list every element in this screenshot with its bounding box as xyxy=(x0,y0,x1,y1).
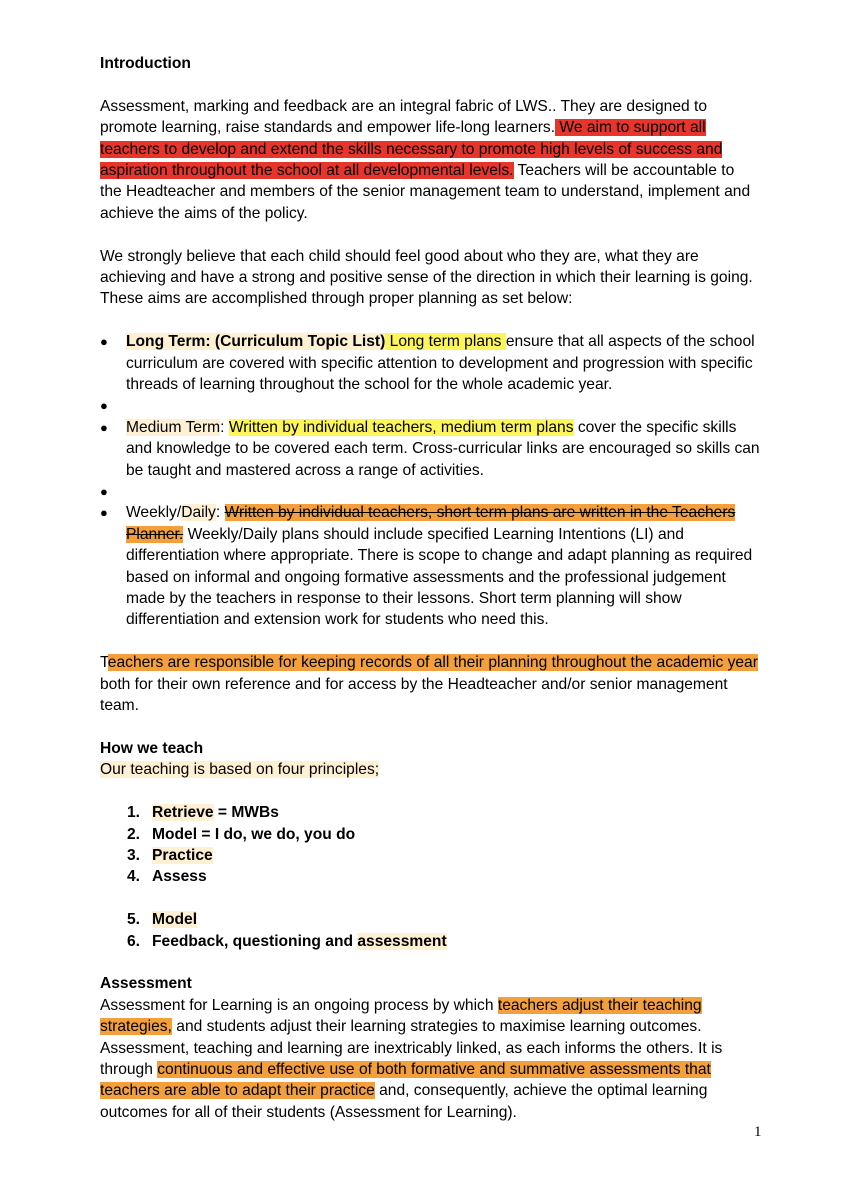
red-highlight-aim: We aim to support all teachers to develop and extend the skills necessary to promote high levels of success and aspiration throughout the school at all developmental levels. xyxy=(100,119,723,180)
intro-paragraph-1 xyxy=(100,96,760,224)
assessment-text: and, consequently, achieve the optimal learning outcomes for all of their students (Assessment for Learning). xyxy=(100,1082,708,1121)
how-we-teach-intro xyxy=(100,759,760,780)
assessment-text: Assessment for Learning is an ongoing process by which xyxy=(100,996,498,1014)
assessment-highlight: teachers adjust their teaching strategies, xyxy=(100,996,702,1036)
assessment-highlight: continuous and effective use of both formative and summative assessments that teachers are able to adapt their practice xyxy=(100,1060,711,1100)
medium-term-label: Medium Term xyxy=(126,418,221,436)
planning-item-weekly xyxy=(100,502,760,630)
principle-text: Assess xyxy=(152,868,207,886)
list-number: 2. xyxy=(127,825,141,843)
assessment-text: and students adjust their learning strategies to maximise learning outcomes. Assessment, teaching and learning are inextricably linked, as each informs the others. It is through xyxy=(100,1018,723,1078)
records-lead: T xyxy=(100,654,108,672)
principle-highlight: assessment xyxy=(357,932,447,950)
medium-term-colon: : xyxy=(220,418,229,436)
planning-list xyxy=(100,331,760,631)
list-spacer xyxy=(100,395,760,416)
principle-item xyxy=(100,802,760,823)
intro-paragraph-2: We strongly believe that each child should feel good about who they are, what they are achieving and have a strong and positive sense of the direction in which their learning is going. These aims are accomplished through proper planning as set below: xyxy=(100,247,753,308)
records-highlight: eachers are responsible for keeping records of all their planning throughout the academic year xyxy=(107,654,758,672)
intro-text-accountable: Teachers will be accountable to the Headteacher and members of the senior management team to understand, implement and achieve the aims of the policy. xyxy=(100,162,751,222)
principle-item xyxy=(100,931,760,952)
principle-item xyxy=(100,824,760,845)
weekly-text: Weekly/Daily plans should include specified Learning Intentions (LI) and differentiation where appropriate. There is scope to change and adapt planning as required based on informal and ongoing formative assessments and the professional judgement made by the teachers in response to their lessons. Short term planning will show differentiation and extension work for students who need this. xyxy=(126,525,753,629)
principle-text: Feedback, questioning and xyxy=(152,932,358,950)
medium-term-text: cover the specific skills and knowledge to be covered each term. Cross-curricular links are encouraged so skills can be taught and mastered across a range of activities. xyxy=(126,418,760,479)
long-term-highlight: Long term plans xyxy=(385,333,506,351)
principle-text: Model = I do, we do, you do xyxy=(152,825,356,843)
principles-list xyxy=(100,802,760,952)
page-number: 1 xyxy=(754,1124,762,1140)
records-text: both for their own reference and for access by the Headteacher and/or senior management team. xyxy=(100,675,728,715)
long-term-label: Long Term: (Curriculum Topic List) xyxy=(126,333,386,351)
intro-heading: Introduction xyxy=(100,55,191,72)
principle-item xyxy=(100,845,760,866)
long-term-text: ensure that all aspects of the school curriculum are covered with specific attention to development and progression with specific threads of learning throughout the school for the whole academic year. xyxy=(126,333,755,394)
records-paragraph xyxy=(100,652,760,716)
list-number: 4. xyxy=(127,868,141,886)
planning-item-medium-term xyxy=(100,417,760,481)
daily-label: Daily xyxy=(181,504,216,522)
principle-item xyxy=(100,909,760,930)
list-number: 1. xyxy=(127,804,141,822)
principle-highlight: Practice xyxy=(152,846,213,864)
struck-text: Written by individual teachers, short term plans are written in the Teachers Planner. xyxy=(126,504,736,543)
principle-highlight: Model xyxy=(152,911,198,929)
principle-text: = MWBs xyxy=(213,804,279,822)
how-we-teach-heading: How we teach xyxy=(100,739,204,757)
document-body xyxy=(100,53,760,1123)
principle-item xyxy=(100,866,760,887)
list-spacer xyxy=(100,481,760,502)
intro-text: Assessment, marking and feedback are an integral fabric of LWS.. They are designed to promote learning, raise standards and empower life-long learners. xyxy=(100,97,708,137)
principles-intro: Our teaching is based on four principles; xyxy=(100,761,380,779)
list-number: 5. xyxy=(127,911,141,929)
assessment-heading: Assessment xyxy=(100,975,192,993)
medium-term-highlight: Written by individual teachers, medium term plans xyxy=(228,418,574,436)
principle-highlight: Retrieve xyxy=(152,804,214,822)
list-number: 3. xyxy=(127,846,141,864)
weekly-colon: : xyxy=(215,504,225,522)
assessment-paragraph xyxy=(100,995,760,1123)
planning-item-long-term xyxy=(100,331,760,395)
weekly-label: Weekly/ xyxy=(126,504,182,522)
list-number: 6. xyxy=(127,932,141,950)
list-spacer xyxy=(100,888,760,909)
